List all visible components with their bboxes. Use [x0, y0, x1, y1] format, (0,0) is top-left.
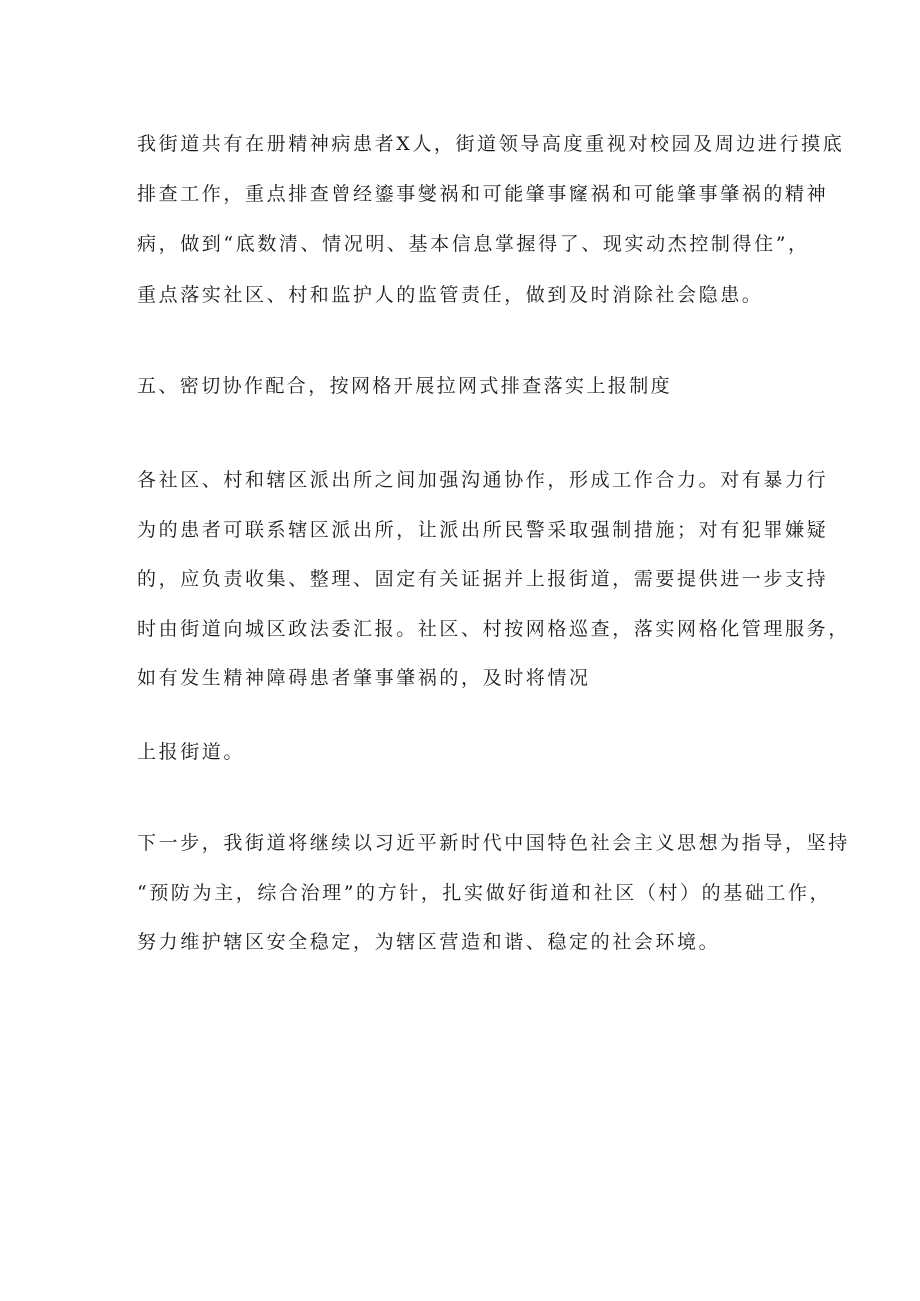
paragraph-line: 病，做到“底数清、情况明、基本信息掌握得了、现实动杰控制得住”，: [137, 233, 810, 255]
paragraph-line: 的，应负责收集、整理、固定有关证据并上报街道，需要提供进一步支持: [137, 568, 829, 590]
paragraph-line: 排查工作，重点排查曾经鎏事燮祸和可能肇事窿祸和可能肇事肇祸的精神: [137, 183, 829, 205]
section-heading: 五、密切协作配合，按网格开展拉网式排查落实上报制度: [137, 375, 673, 397]
paragraph-line: 为的患者可联系辖区派出所，让派出所民警采取强制措施；对有犯罪嫌疑: [137, 519, 829, 541]
paragraph-line: 上报街道。: [137, 741, 246, 763]
paragraph-line: 时由街道向城区政法委汇报。社区、村按网格巡查，落实网格化管理服务，: [137, 618, 850, 640]
paragraph-line: 下一步，我街道将继续以习近平新时代中国特色社会主义思想为指导，坚持: [137, 832, 850, 854]
paragraph-line: 重点落实社区、村和监护人的监管责任，做到及时消除社会隐患。: [137, 284, 764, 306]
paragraph-line: 我街道共有在册精神病患者X人，街道领导高度重视对校园及周边进行摸底: [137, 133, 845, 155]
paragraph-line: 努力维护辖区安全稳定，为辖区营造和谐、稳定的社会环境。: [137, 931, 721, 953]
paragraph-line: 各社区、村和辖区派出所之间加强沟通协作，形成工作合力。对有暴力行: [137, 469, 829, 491]
paragraph-line: “预防为主，综合治理”的方针，扎实做好街道和社区（村）的基础工作，: [137, 882, 832, 904]
paragraph-line: 如有发生精神障碍患者肇事肇祸的，及时将情况: [137, 667, 591, 689]
